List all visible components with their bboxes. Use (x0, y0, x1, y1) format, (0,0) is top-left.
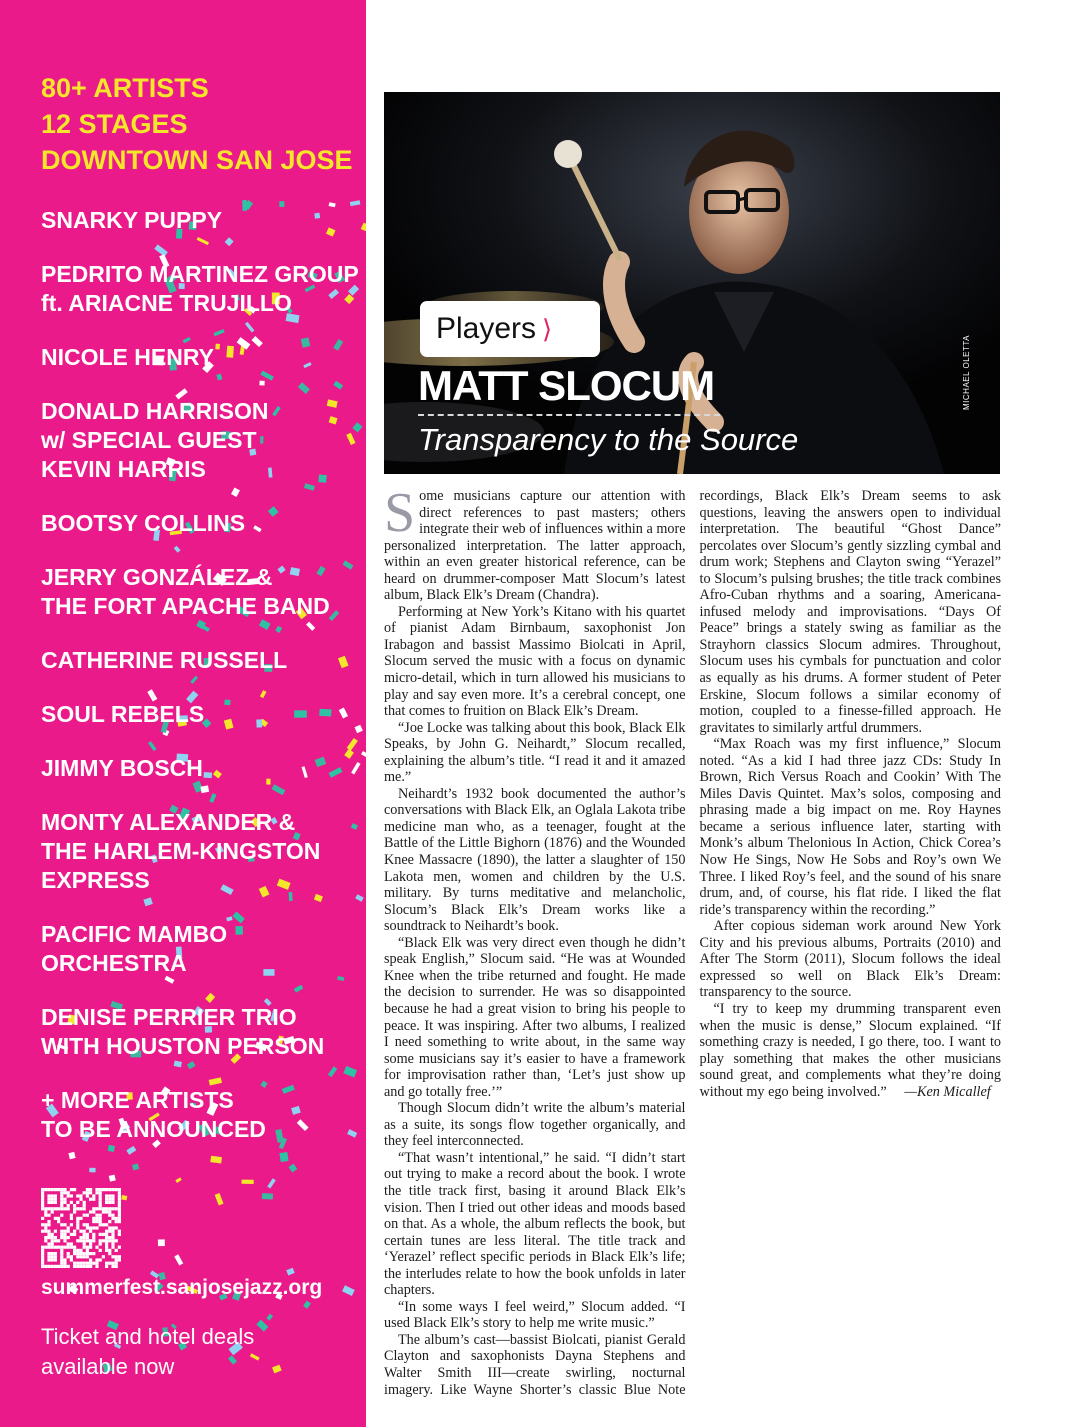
article-paragraph: Performing at New York’s Kitano with his quartet of pianist Adam Birnbaum, saxophonist Jon Irabagon and bassist Massimo Biolcati in April, Slocum served the music with a focus on dynamic micro-detail, which in turn allowed his musicians to play and say even more. It’s a cerebral concept, one that comes to fruition on Black Elk’s Dream. (384, 603, 686, 720)
article-paragraph: Though Slocum didn’t write the album’s material as a suite, its songs flow together organically, and they feel interconnected. (384, 1100, 686, 1150)
drummer-photo-illustration (384, 92, 1000, 474)
artist-entry (41, 509, 351, 538)
ad-headline-line: 12 STAGES (41, 109, 188, 139)
confetti-piece (352, 422, 362, 432)
artist-line: WITH HOUSTON PERSON (41, 1033, 325, 1059)
artist-line: EXPRESS (41, 867, 150, 893)
artist-line: THE FORT APACHE BAND (41, 593, 330, 619)
paragraph-text: ome musicians capture our attention with direct references to past masters; others integrate their web of influences within a more personalized interpretation. The latter approach, within an even greater historical reference, can be heard on drummer-composer Matt Slocum’s latest album, Black Elk’s Dream (Chandra). (384, 488, 686, 604)
ad-headline-line: DOWNTOWN SAN JOSE (41, 145, 353, 175)
deals-line: available now (41, 1354, 175, 1379)
festival-url-link[interactable]: summerfest.sanjosejazz.org (41, 1276, 323, 1299)
article-paragraph: Neihardt’s 1932 book documented the author’s conversations with Black Elk, an Oglala Lakota tribe medicine man who, as a teenager, fought at the Battle of the Little Bighorn (1876) and the Wounded Knee Massacre (1890), the latter a slaughter of 150 Lakota men, women and children by the U.S. military. By turns meditative and melancholic, Slocum’s Black Elk’s Dream works like a soundtrack to Neihardt’s book. (384, 785, 686, 935)
confetti-piece (272, 1365, 282, 1374)
section-tab-players[interactable] (420, 301, 600, 357)
artist-entry (41, 920, 351, 978)
article-paragraph: “Joe Locke was talking about this book, Black Elk Speaks, by John G. Neihardt,” Slocum recalled, explaining the album’s title. “I read it and it amazed me.” (384, 719, 686, 786)
author-byline: —Ken Micallef (904, 1083, 991, 1100)
confetti-piece (109, 1175, 116, 1182)
artist-entry (41, 808, 351, 895)
photo-credit: MICHAEL OLETTA (962, 334, 971, 410)
festival-ad (0, 0, 366, 1427)
confetti-piece (351, 762, 360, 774)
artist-line: + MORE ARTISTS (41, 1087, 234, 1113)
artist-line: TO BE ANNOUNCED (41, 1116, 266, 1142)
artist-entry (41, 700, 351, 729)
article-paragraph: The album’s cast—bassist Biolcati, pianist Gerald Clayton and saxophonists Dayna Stephens and Walter Smith III—create swirling, nocturnal imagery. Like Wayne Shorter’s classic Blue Note recordings, Black Elk’s Dream seems to ask questions, leaving the answers open to individual interpretation. The beautiful “Ghost Dance” percolates over Slocum’s gently sizzling cymbal and drum work; Stephens and Clayton swing “Yerazel” to Slocum’s pulsing brushes; the title track combines Afro-Cuban rhythms and a soaring, Americana-infused melody and improvisations. “Days Of Peace” brings a stately swing as familiar as the Strayhorn classics Slocum admires. Throughout, Slocum uses his cymbals for punctuation and color as equally as his drums. A former student of Peter Erskine, Slocum follows a similar economy of motion, coupled to a finesse-filled approach. He gravitates to similarly artful drummers. (384, 488, 1001, 1398)
confetti-piece (174, 1254, 183, 1265)
artist-entry (41, 754, 351, 783)
artist-entry (41, 343, 351, 372)
article-subtitle: Transparency to the Source (418, 422, 799, 457)
article-paragraph (384, 482, 686, 604)
artist-line: PACIFIC MAMBO (41, 921, 228, 947)
artist-line: SOUL REBELS (41, 701, 205, 727)
artist-line: SNARKY PUPPY (41, 207, 223, 233)
ad-headline (41, 70, 353, 178)
ad-headline-line: 80+ ARTISTS (41, 73, 209, 103)
artist-entry (41, 646, 351, 675)
ticket-deals-text (41, 1322, 254, 1382)
artist-line: MONTY ALEXANDER & (41, 809, 296, 835)
confetti-piece (266, 1314, 273, 1321)
artist-entry (41, 563, 351, 621)
article-paragraph: “That wasn’t intentional,” he said. “I didn’t start out trying to make a record about the book. I wrote the title track first, basing it around Black Elk’s vision. Then I tried out other ideas and moods based on that. As a whole, the album reflects the book, but certain tunes are less literal. The title track and ‘Yerazel’ reflect specific periods in Black Elk’s life; the interludes relate to how the book unfolds in later chapters. (384, 1149, 686, 1299)
paragraph-text: “I try to keep my drumming transparent even when the music is dense,” Slocum explained. “If something crazy is needed, I go there, too. I want to play something that makes the other musicians sound great, and complements what they’re doing without my ego being involved.” (699, 1000, 1001, 1100)
artist-line: ORCHESTRA (41, 950, 187, 976)
hero-photo (384, 92, 1000, 474)
artist-line: DONALD HARRISON (41, 398, 269, 424)
confetti-piece (158, 1239, 165, 1246)
article-body (384, 482, 1001, 1408)
confetti-piece (361, 751, 366, 759)
artist-entry (41, 1003, 351, 1061)
confetti-piece (256, 1320, 268, 1332)
article-paragraph: After copious sideman work around New York City and his previous albums, Portraits (2010) and After The Storm (2011), Slocum follows the ideal expressed so well on Black Elk’s Dream: transparency to the source. (699, 918, 1001, 1001)
title-divider (418, 414, 720, 416)
artist-entry (41, 1086, 351, 1144)
confetti-piece (351, 823, 358, 830)
confetti-piece (121, 1195, 127, 1200)
artist-line: ft. ARIACNE TRUJILLO (41, 290, 292, 316)
confetti-piece (342, 1285, 355, 1296)
artist-line: CATHERINE RUSSELL (41, 647, 288, 673)
artist-line: PEDRITO MARTINEZ GROUP (41, 261, 359, 287)
confetti-piece (215, 1193, 224, 1205)
qr-code-icon[interactable] (41, 1188, 121, 1268)
confetti-piece (242, 1180, 254, 1184)
article-paragraph: “In some ways I feel weird,” Slocum added. “I used Black Elk’s story to help me write music.” (384, 1298, 686, 1332)
artist-line: JERRY GONZÁLEZ & (41, 564, 273, 590)
chevron-right-icon: ⟩ (542, 314, 553, 344)
article-title: MATT SLOCUM (418, 362, 715, 409)
artist-entry (41, 397, 351, 484)
confetti-piece (286, 1268, 295, 1276)
artist-entry (41, 260, 359, 318)
deals-line: Ticket and hotel deals (41, 1324, 255, 1349)
confetti-piece (303, 1301, 311, 1309)
confetti-piece (355, 725, 363, 733)
article-paragraph (700, 1001, 1002, 1100)
confetti-piece (267, 1178, 276, 1188)
confetti-piece (361, 223, 366, 232)
artist-line: THE HARLEM-KINGSTON (41, 838, 321, 864)
artist-line: BOOTSY COLLINS (41, 510, 246, 536)
artist-line: NICOLE HENRY (41, 344, 214, 370)
artist-line: w/ SPECIAL GUEST (41, 427, 257, 453)
artist-list (41, 206, 359, 1169)
artist-line: JIMMY BOSCH (41, 755, 203, 781)
artist-line: DENISE PERRIER TRIO (41, 1004, 297, 1030)
confetti-piece (262, 1193, 273, 1199)
section-tab-label: Players (436, 312, 537, 345)
confetti-piece (350, 200, 361, 206)
confetti-piece (175, 1177, 181, 1183)
drop-cap: S (384, 482, 416, 544)
article-paragraph: “Black Elk was very direct even though he didn’t speak English,” Slocum said. “He was at Wounded Knee when the tribe returned and fought. He made the decision to surrender. He was so disappointed because he had a great vision to bring his people to peace. It was inspiring. After two albums, I realized I need something to write about, in the same way some musicians say it’s easier to have a framework for improvisation rather than, ‘Let’s just show up and go totally free.’” (384, 934, 686, 1100)
confetti-piece (355, 894, 364, 902)
artist-entry (41, 206, 351, 235)
artist-line: KEVIN HARRIS (41, 456, 206, 482)
article-paragraph: “Max Roach was my first influence,” Slocum noted. “As a kid I had three jazz CDs: Study In Brown, Rich Versus Roach and Cookin’ With The Miles Davis Quintet. Max’s solos, composing and phrasing made a big impact on me. Roy Haynes became a serious influence later, starting with Monk’s album Thelonious In Action, Chick Corea’s Now He Sings, Now He Sobs and Roy’s own We Three. I liked Roy’s feel, and the sound of his snare drum, and, of course, his flat ride. I liked the flat ride’s transparency within the recording.” (699, 736, 1001, 918)
